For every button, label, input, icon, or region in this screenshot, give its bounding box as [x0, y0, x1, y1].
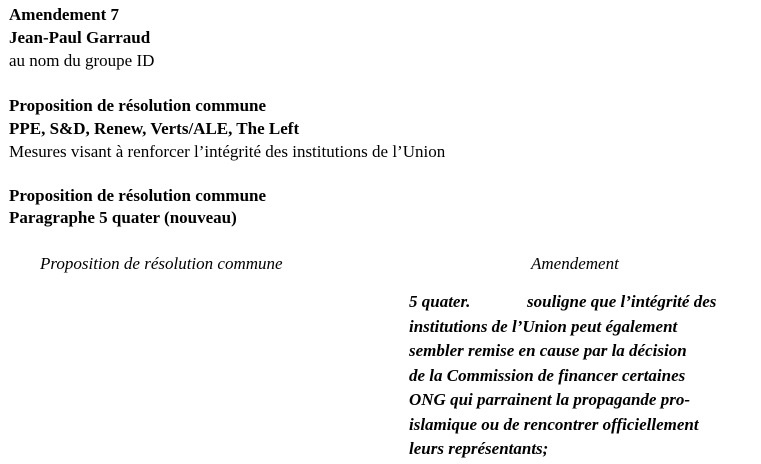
target-paragraph: Paragraphe 5 quater (nouveau) — [9, 208, 237, 227]
amendment-text-line: de la Commission de financer certaines — [409, 365, 686, 385]
motion-parties: PPE, S&D, Renew, Verts/ALE, The Left — [9, 119, 300, 138]
amendment-paragraph-number: 5 quater. — [409, 292, 471, 311]
amendment-text-line: institutions de l’Union peut également — [409, 316, 678, 336]
motion-subject: Mesures visant à renforcer l’intégrité des institutions de l’Union — [9, 142, 446, 161]
motion-title: Proposition de résolution commune — [9, 96, 267, 115]
target-title: Proposition de résolution commune — [9, 186, 267, 205]
right-column-heading: Amendement — [531, 254, 619, 273]
amendment-text-line: islamique ou de rencontrer officiellement — [409, 414, 699, 434]
amendment-text-line: ONG qui parrainent la propagande pro- — [409, 390, 691, 409]
author-name: Jean-Paul Garraud — [9, 28, 151, 47]
amendment-text-line: sembler remise en cause par la décision — [409, 341, 687, 360]
amendment-text-line: leurs représentants; — [409, 439, 549, 458]
left-column-heading: Proposition de résolution commune — [40, 254, 283, 273]
political-group: au nom du groupe ID — [9, 51, 155, 70]
amendment-text-line: 5 quater. souligne que l’intégrité des — [409, 290, 754, 315]
amendment-title: Amendement 7 — [9, 5, 120, 24]
amendment-text — [409, 290, 754, 462]
